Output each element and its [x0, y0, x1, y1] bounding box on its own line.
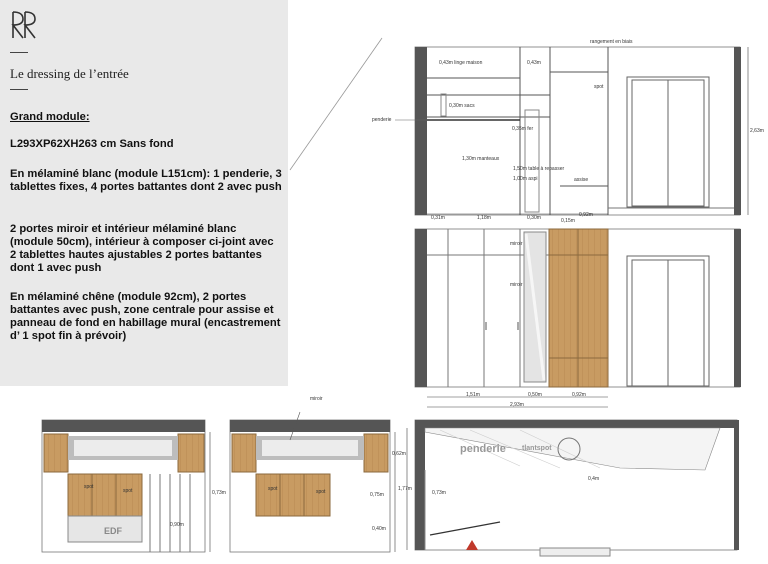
dim-c: 0,30m [527, 215, 541, 221]
label-linge: 0,43m linge maison [439, 60, 483, 66]
label-manteaux: 1,30m manteaux [462, 156, 500, 162]
label-spot: spot [594, 84, 604, 90]
dim-d: 0,15m [561, 218, 575, 224]
dim-front-a: 1,51m [466, 392, 480, 398]
label-edf: EDF [104, 526, 122, 536]
bottom-view-middle [230, 396, 406, 552]
label-fer: 0,35m fer [512, 126, 534, 132]
dim-062: 0,62m [392, 451, 406, 457]
spec-white-module: En mélaminé blanc (module L151cm): 1 penderie, 3 tablettes fixes, 4 portes battantes dont 2 avec push [10, 168, 282, 193]
dim-height: 2,63m [750, 128, 764, 134]
label-spot-d: spot [316, 489, 326, 495]
label-miroir-bottom: miroir [310, 396, 323, 402]
dim-073-a: 0,73m [212, 490, 226, 496]
label-spot-a: spot [84, 484, 94, 490]
elevation-front [415, 229, 741, 408]
spec-mirror-module: 2 portes miroir et intérieur mélaminé blanc (module 50cm), intérieur à composer ci-joint avec 2 tablettes hautes ajustables 2 portes battantes dont 1 avec push [10, 223, 274, 274]
spec-heading: Grand module: [10, 111, 90, 123]
label-penderie: penderie [372, 117, 392, 123]
label-spot-c: spot [268, 486, 278, 492]
label-miroir-2: miroir [510, 282, 523, 288]
dim-040: 0,40m [372, 526, 386, 532]
plan-penderie: penderie [460, 443, 506, 455]
dim-front-total: 2,93m [510, 402, 524, 408]
dim-front-c: 0,92m [572, 392, 586, 398]
dim-177: 1,77m [398, 486, 412, 492]
dim-b: 1,18m [477, 215, 491, 221]
spec-oak-module: En mélaminé chêne (module 92cm), 2 portes battantes avec push, zone centrale pour assise et panneau de fond en habillage mural (encastrement d’ 1 spot fin à prévoir) [10, 291, 281, 342]
label-sacs: 0,30m sacs [449, 103, 475, 109]
dim-073-b: 0,73m [432, 490, 446, 496]
label-rangement: rangement en biais [590, 39, 633, 45]
label-aspi: 1,00m aspi [513, 176, 538, 182]
dim-04: 0,4m [588, 476, 600, 482]
label-table: 1,50m table à repasser [513, 166, 565, 172]
guide-line [290, 38, 382, 170]
plan-tlantspot: tlantspot [522, 445, 552, 452]
page-title: Le dressing de l’entrée [10, 66, 129, 81]
label-assise: assise [574, 177, 589, 183]
dim-075: 0,75m [370, 492, 384, 498]
dim-e: 0,92m [579, 212, 593, 218]
elevation-section [372, 39, 764, 224]
dim-front-b: 0,50m [528, 392, 542, 398]
dim-090: 0,90m [170, 522, 184, 528]
label-43: 0,43m [527, 60, 541, 66]
label-miroir-1: miroir [510, 241, 523, 247]
bottom-view-left [42, 420, 226, 552]
dim-a: 0,31m [431, 215, 445, 221]
floor-plan [398, 420, 739, 556]
label-spot-b: spot [123, 488, 133, 494]
spec-dimensions: L293XP62XH263 cm Sans fond [10, 138, 174, 150]
